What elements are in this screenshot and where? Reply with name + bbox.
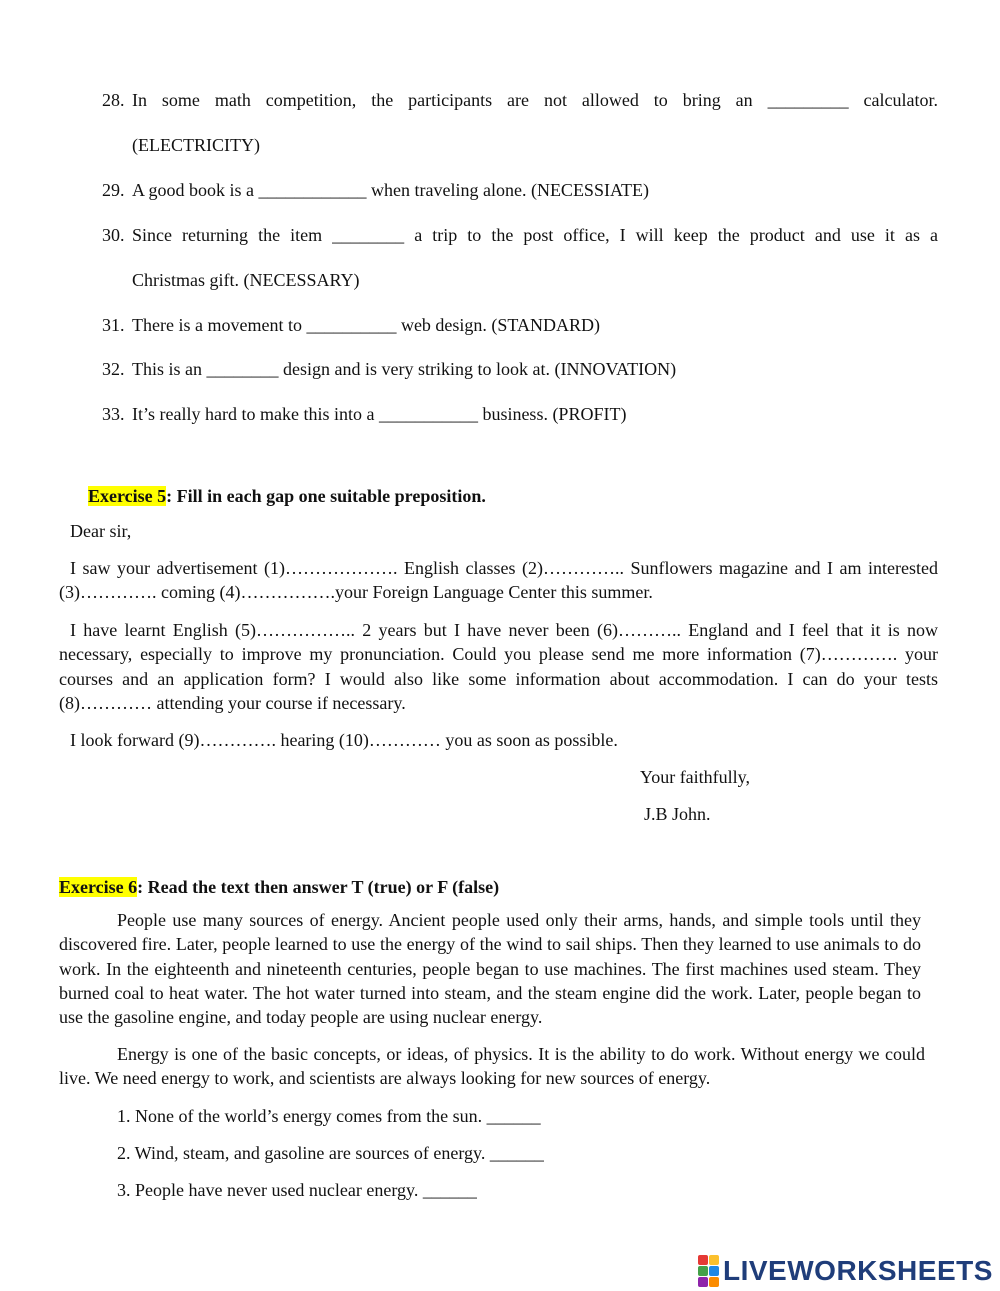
letter-paragraph-3: I look forward (9)…………. hearing (10)………… you as soon as possible. (70, 730, 618, 750)
question-text: In some math competition, the participants are not allowed to bring an _________ calculator. (132, 90, 938, 110)
exercise-5-label: Exercise 5 (88, 486, 167, 506)
logo-square (698, 1266, 708, 1276)
question-text: It’s really hard to make this into a ___________ business. (PROFIT) (132, 404, 627, 424)
exercise-5-heading (88, 484, 486, 508)
letter-paragraph-1: I saw your advertisement (1)………………. English classes (2)………….. Sunflowers magazine and I am interested (3)…………. coming (4)…………….your Foreign Language Center this summer. (59, 558, 938, 603)
question-text: Since returning the item ________ a trip to the post office, I will keep the product and use it as a (132, 225, 938, 245)
question-31 (102, 313, 600, 337)
statement-2: 2. Wind, steam, and gasoline are sources of energy. ______ (117, 1143, 544, 1163)
question-text: There is a movement to __________ web design. (STANDARD) (132, 315, 600, 335)
reading-paragraph-2: Energy is one of the basic concepts, or ideas, of physics. It is the ability to do work. Without energy we could live. We need energy to work, and scientists are always looking for new sources of energy. (59, 1044, 925, 1089)
question-28 (102, 88, 938, 112)
exercise-6-heading (59, 875, 499, 899)
logo-square (698, 1255, 708, 1265)
logo-square (709, 1277, 719, 1287)
liveworksheets-logo (698, 1256, 993, 1286)
letter-signature: J.B John. (644, 804, 711, 824)
question-33 (102, 402, 626, 426)
logo-icon (698, 1255, 719, 1287)
statement-1: 1. None of the world’s energy comes from the sun. ______ (117, 1106, 541, 1126)
question-text: A good book is a ____________ when traveling alone. (NECESSIATE) (132, 180, 649, 200)
question-number: 28. (102, 90, 125, 110)
question-text: This is an ________ design and is very striking to look at. (INNOVATION) (132, 359, 677, 379)
question-number: 33. (102, 404, 125, 424)
brand-name: LIVEWORKSHEETS (723, 1255, 993, 1286)
statement-3: 3. People have never used nuclear energy. ______ (117, 1180, 477, 1200)
question-28-continuation: (ELECTRICITY) (132, 135, 260, 155)
question-30 (102, 223, 938, 247)
letter-paragraph-2: I have learnt English (5)…………….. 2 years but I have never been (6)……….. England and I feel that it is now necessary, especially to improve my pronunciation. Could you please send me more information (7)…………. your courses and an application form? I would also like some information about accommodation. I can do your tests (8)………… attending your course if necessary. (59, 620, 938, 713)
exercise-5-instruction: : Fill in each gap one suitable preposition. (166, 486, 486, 506)
question-32 (102, 357, 676, 381)
letter-greeting: Dear sir, (70, 521, 132, 541)
question-29 (102, 178, 649, 202)
question-number: 31. (102, 315, 125, 335)
logo-square (709, 1255, 719, 1265)
exercise-6-label: Exercise 6 (59, 877, 138, 897)
reading-paragraph-1: People use many sources of energy. Ancient people used only their arms, hands, and simple tools until they discovered fire. Later, people learned to use the energy of the wind to sail ships. Then they learned to use animals to do work. In the eighteenth and nineteenth centuries, people began to use machines. The first machines used steam. They burned coal to heat water. The hot water turned into steam, and the steam engine did the work. Later, people began to use the gasoline engine, and today people are using nuclear energy. (59, 910, 921, 1028)
question-30-continuation: Christmas gift. (NECESSARY) (132, 270, 360, 290)
letter-closing: Your faithfully, (640, 767, 751, 787)
exercise-6-instruction: : Read the text then answer T (true) or F (false) (137, 877, 500, 897)
question-number: 30. (102, 225, 125, 245)
question-number: 29. (102, 180, 125, 200)
logo-square (698, 1277, 708, 1287)
question-number: 32. (102, 359, 125, 379)
logo-square (709, 1266, 719, 1276)
